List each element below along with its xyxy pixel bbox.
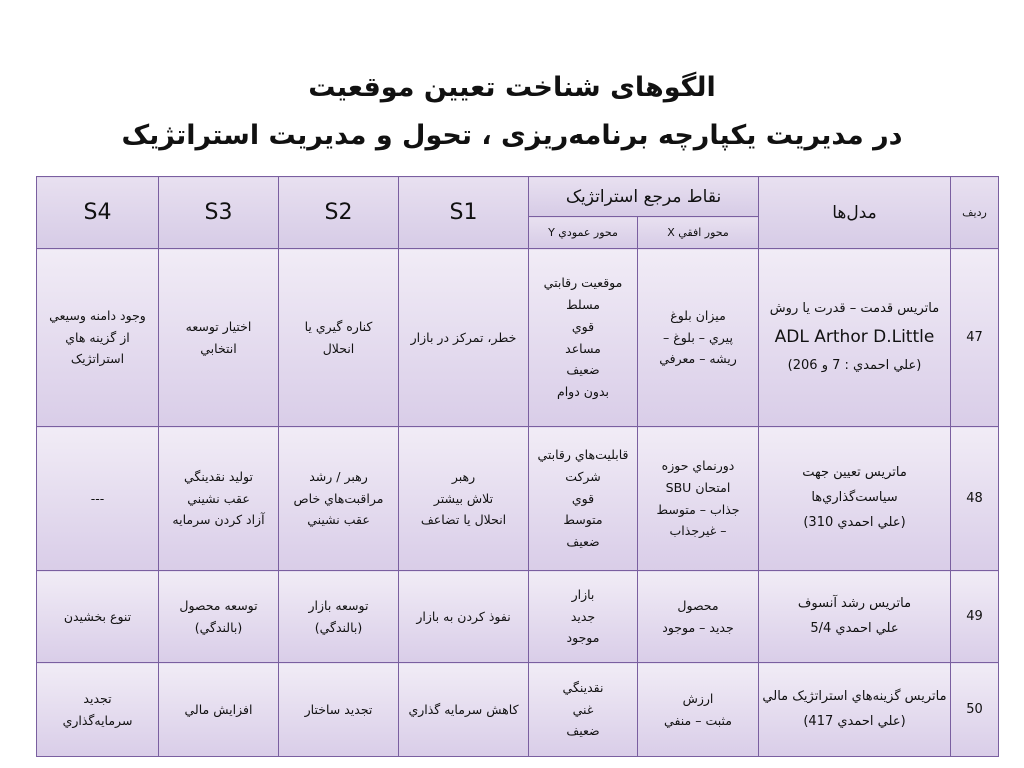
- cell-num: [951, 249, 999, 427]
- cell-line: امتحان SBU: [665, 479, 731, 495]
- cell-line: متوسط: [563, 512, 603, 528]
- cell-line: جديد – موجود: [662, 619, 734, 635]
- header-s2: S2: [279, 177, 399, 249]
- cell-line: (علي احمدي 417): [803, 713, 906, 729]
- header-s3: S3: [159, 177, 279, 249]
- cell-s3: [159, 571, 279, 663]
- cell-line: رهبر: [451, 468, 476, 484]
- cell-y: [529, 249, 638, 427]
- cell-line: (بالندگي): [314, 619, 363, 635]
- cell-line: قابليت‌هاي رقابتي: [537, 446, 629, 462]
- header-axis-y: محور عمودي Y: [529, 217, 638, 249]
- cell-num: [951, 663, 999, 757]
- cell-line: از گزينه هاي: [65, 329, 130, 345]
- cell-line: وجود دامنه وسيعي: [49, 307, 146, 323]
- cell-y: [529, 427, 638, 571]
- cell-x: [638, 663, 759, 757]
- cell-line: جديد: [570, 608, 596, 624]
- cell-model: [759, 663, 951, 757]
- header-models: مدل‌ها: [759, 177, 951, 249]
- cell-line: انتخابي: [200, 340, 237, 356]
- cell-line: بدون دوام: [556, 384, 610, 400]
- cell-line: 47: [966, 330, 983, 345]
- cell-line: خطر، تمرکز در بازار: [410, 329, 517, 345]
- cell-model: [759, 427, 951, 571]
- cell-line: علي احمدي 5/4: [810, 620, 899, 636]
- cell-s4: [37, 249, 159, 427]
- cell-model: [759, 571, 951, 663]
- cell-s2: [279, 571, 399, 663]
- cell-line: ارزش: [682, 690, 714, 706]
- cell-line: (علي احمدي 310): [803, 514, 906, 530]
- cell-line: – غيرجذاب: [669, 523, 727, 539]
- cell-line: قوي: [571, 490, 595, 506]
- cell-line: توسعه بازار: [308, 597, 369, 613]
- cell-line: مراقبت‌هاي خاص: [293, 490, 384, 506]
- cell-s4: [37, 427, 159, 571]
- cell-line: مثبت – منفي: [664, 712, 732, 728]
- cell-s1: [399, 571, 529, 663]
- header-axis-x: محور افقي X: [638, 217, 759, 249]
- cell-line: آزاد کردن سرمايه: [172, 512, 265, 528]
- cell-line: موقعيت رقابتي: [543, 274, 623, 290]
- table-row: [37, 571, 999, 663]
- cell-line: ماتريس رشد آنسوف: [797, 595, 912, 611]
- cell-line: ماتريس قدمت – قدرت يا روش: [769, 300, 940, 316]
- cell-line: تجديد ساختار: [304, 701, 373, 717]
- cell-line: دورنماي حوزه: [661, 457, 735, 473]
- cell-line: شرکت: [565, 468, 601, 484]
- cell-line: جذاب – متوسط: [656, 501, 740, 517]
- strategy-models-table: [36, 176, 998, 756]
- cell-s4: [37, 663, 159, 757]
- cell-line: موجود: [566, 630, 600, 646]
- cell-line: عقب نشيني: [307, 512, 370, 528]
- cell-line: سرمايه‌گذاري: [62, 712, 133, 728]
- cell-x: [638, 427, 759, 571]
- cell-line: 50: [966, 702, 983, 717]
- header-reference-points: نقاط مرجع استراتژیک: [529, 177, 759, 217]
- table-row: [37, 663, 999, 757]
- cell-s3: [159, 249, 279, 427]
- cell-y: [529, 663, 638, 757]
- cell-line: اختيار توسعه: [185, 318, 252, 334]
- cell-s1: [399, 663, 529, 757]
- cell-line: ضعيف: [566, 723, 600, 739]
- cell-line: غني: [572, 701, 594, 717]
- cell-num: [951, 427, 999, 571]
- cell-line: ---: [90, 490, 105, 506]
- slide-title-line1: الگوهای شناخت تعیین موقعیت: [308, 72, 716, 103]
- cell-y: [529, 571, 638, 663]
- cell-line: ماتريس گزينه‌هاي استراتژيک مالي: [762, 688, 947, 704]
- cell-line: قوي: [571, 318, 595, 334]
- cell-line: افزايش مالي: [184, 701, 253, 717]
- cell-line: انحلال: [322, 340, 355, 356]
- cell-s2: [279, 427, 399, 571]
- table-row: [37, 249, 999, 427]
- cell-line: (علي احمدي : 7 و 206): [787, 357, 922, 373]
- cell-line: 48: [966, 491, 983, 506]
- cell-line: ضعيف: [566, 534, 600, 550]
- cell-line: تنوع بخشيدن: [63, 608, 132, 624]
- header-radif: رديف: [951, 177, 999, 249]
- cell-s3: [159, 663, 279, 757]
- cell-line: استراتژيک: [70, 351, 125, 367]
- cell-line: تجديد: [83, 690, 112, 706]
- cell-s3: [159, 427, 279, 571]
- cell-line: پيري – بلوغ –: [663, 329, 733, 345]
- cell-line: محصول: [677, 597, 719, 613]
- cell-model: [759, 249, 951, 427]
- cell-line: انحلال يا تضاعف: [420, 512, 507, 528]
- cell-line: مساعد: [565, 340, 601, 356]
- cell-line: نقدينگي: [562, 679, 604, 695]
- cell-line: مسلط: [566, 296, 600, 312]
- table-row: [37, 427, 999, 571]
- cell-line: رهبر / رشد: [309, 468, 368, 484]
- cell-line: ميزان بلوغ: [670, 307, 726, 323]
- cell-line: کناره گيري يا: [304, 318, 373, 334]
- cell-s4: [37, 571, 159, 663]
- cell-s1: [399, 249, 529, 427]
- cell-line: توليد نقدينگي: [184, 468, 253, 484]
- cell-line: بازار: [571, 586, 595, 602]
- cell-line: تلاش بيشتر: [433, 490, 494, 506]
- cell-num: [951, 571, 999, 663]
- cell-line: 49: [966, 609, 983, 624]
- slide-title-line2: در مدیریت یکپارچه برنامه‌ریزی ، تحول و مدیریت استراتژیک: [121, 120, 903, 151]
- cell-s2: [279, 663, 399, 757]
- cell-line: کاهش سرمايه گذاري: [408, 701, 519, 717]
- header-s4: S4: [37, 177, 159, 249]
- cell-line: ماتريس تعيين جهت: [802, 465, 907, 481]
- cell-line: نفوذ کردن به بازار: [416, 608, 511, 624]
- header-s1: S1: [399, 177, 529, 249]
- cell-s2: [279, 249, 399, 427]
- cell-s1: [399, 427, 529, 571]
- cell-line: ADL Arthor D.Little: [774, 327, 935, 348]
- cell-line: ضعيف: [566, 362, 600, 378]
- cell-line: سياست‌گذاري‌ها: [811, 490, 898, 506]
- cell-line: ريشه – معرفي: [659, 351, 737, 367]
- cell-line: توسعه محصول: [179, 597, 258, 613]
- cell-x: [638, 571, 759, 663]
- cell-line: عقب نشيني: [187, 490, 250, 506]
- cell-line: (بالندگي): [194, 619, 243, 635]
- cell-x: [638, 249, 759, 427]
